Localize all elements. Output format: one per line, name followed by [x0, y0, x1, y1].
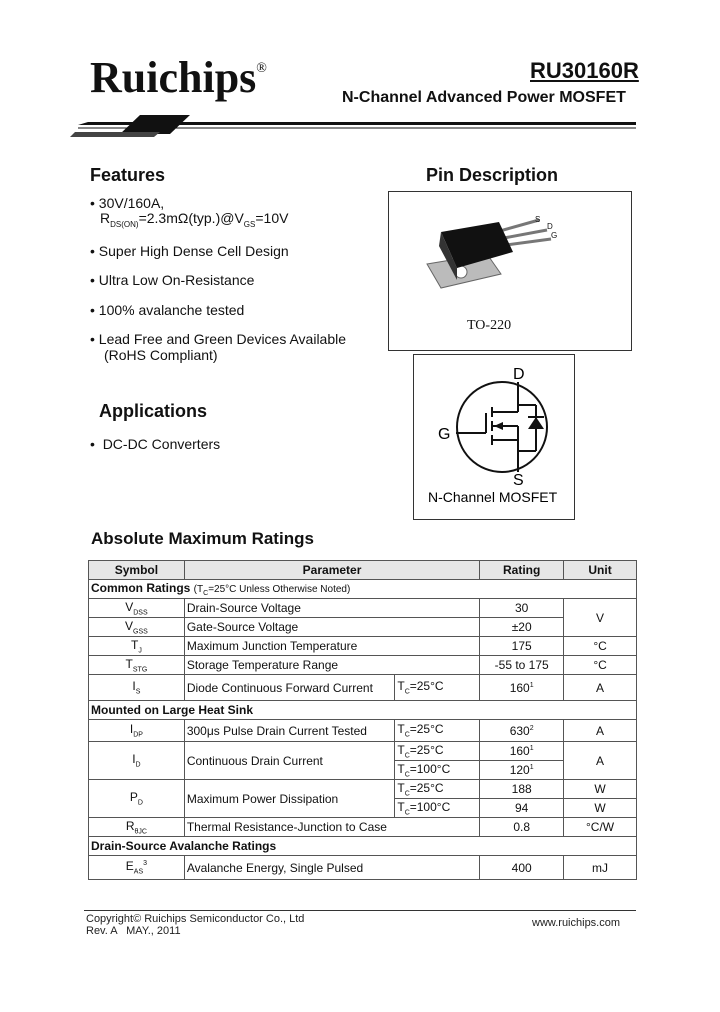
rating-rjc: 0.8	[480, 818, 564, 837]
rating-id-25: $160^1$	[480, 742, 564, 761]
unit-eas: mJ	[564, 856, 637, 880]
col-unit: Unit	[564, 561, 637, 580]
table-row	[89, 780, 637, 799]
table-row	[89, 618, 637, 637]
feature-item: • Ultra Low On-Resistance	[90, 272, 255, 289]
rating-pd-25: 188	[480, 780, 564, 799]
param-eas: Avalanche Energy, Single Pulsed	[184, 856, 479, 880]
col-rating: Rating	[480, 561, 564, 580]
cond-is: $T_C=25^\circ C$	[395, 675, 480, 701]
unit-rjc: °C/W	[564, 818, 637, 837]
symbol-caption: N-Channel MOSFET	[428, 489, 558, 505]
part-number: RU30160R	[530, 58, 639, 83]
symbol-eas: $E_{AS}^3$	[89, 856, 185, 880]
rating-vdss: 30	[480, 599, 564, 618]
param-is: Diode Continuous Forward Current	[184, 675, 395, 701]
table-row	[89, 599, 637, 618]
rating-id-100: $120^1$	[480, 761, 564, 780]
cond-id-100: $T_C=100^\circ C$	[395, 761, 480, 780]
footer-revision: Rev. A MAY., 2011	[86, 925, 181, 937]
rating-is: $160^1$	[480, 675, 564, 701]
cond-pd-100: $T_C=100^\circ C$	[395, 799, 480, 818]
section-common-label: Common Ratings ($T_C=25^\circ C$ Unless Otherwise Noted)	[89, 580, 637, 599]
features-list	[90, 196, 346, 363]
symbol-is: $I_S$	[89, 675, 185, 701]
table-row	[89, 656, 637, 675]
unit-pd-25: W	[564, 780, 637, 799]
package-box	[388, 191, 632, 351]
unit-idp: A	[564, 720, 637, 742]
unit-tj: °C	[564, 637, 637, 656]
symbol-vgss: $V_{GSS}$	[89, 618, 185, 637]
section-heatsink-label: Mounted on Large Heat Sink	[89, 701, 637, 720]
feature-item-rdson: $R_{DS(ON)}=2.3m\Omega(typ.)@V_{GS}=10V$	[100, 210, 289, 230]
feature-item: (RoHS Compliant)	[104, 346, 218, 363]
feature-item: • Super High Dense Cell Design	[90, 242, 289, 259]
to220-package-drawing	[389, 192, 631, 350]
divider-accent-base	[70, 132, 160, 137]
unit-id: A	[564, 742, 637, 780]
symbol-vdss: $V_{DSS}$	[89, 599, 185, 618]
footer-divider	[84, 910, 636, 911]
symbol-id: $I_D$	[89, 742, 185, 780]
rating-eas: 400	[480, 856, 564, 880]
footer-copyright: Copyright© Ruichips Semiconductor Co., Ltd	[86, 913, 305, 925]
unit-voltage: V	[564, 599, 637, 637]
rating-pd-100: 94	[480, 799, 564, 818]
param-vdss: Drain-Source Voltage	[184, 599, 479, 618]
cond-pd-25: $T_C=25^\circ C$	[395, 780, 480, 799]
brand-logo	[90, 53, 267, 102]
unit-is: A	[564, 675, 637, 701]
source-label: S	[513, 472, 524, 489]
table-row	[89, 742, 637, 761]
body-diode	[528, 417, 544, 429]
rating-tstg: -55 to 175	[480, 656, 564, 675]
gate-label: G	[438, 426, 451, 443]
ratings-table	[88, 560, 637, 880]
pin-label-g: G	[551, 231, 558, 240]
table-row	[89, 818, 637, 837]
section-row-heatsink	[89, 701, 637, 720]
section-avalanche-label: Drain-Source Avalanche Ratings	[89, 837, 637, 856]
footer-website[interactable]: www.ruichips.com	[532, 917, 621, 929]
section-row-common	[89, 580, 637, 599]
param-vgss: Gate-Source Voltage	[184, 618, 479, 637]
document-subtitle: N-Channel Advanced Power MOSFET	[342, 89, 626, 106]
table-header-row	[89, 561, 637, 580]
rating-vgss: ±20	[480, 618, 564, 637]
features-heading: Features	[90, 165, 166, 185]
ratings-heading: Absolute Maximum Ratings	[91, 529, 314, 548]
table-row	[89, 675, 637, 701]
param-tstg: Storage Temperature Range	[184, 656, 479, 675]
unit-pd-100: W	[564, 799, 637, 818]
table-row	[89, 637, 637, 656]
package-name: TO-220	[467, 318, 512, 333]
drain-label: D	[513, 366, 525, 383]
pin-label-s: S	[535, 215, 541, 224]
feature-item: • 30V/160A,	[90, 195, 165, 211]
col-parameter: Parameter	[184, 561, 479, 580]
symbol-pd: $P_D$	[89, 780, 185, 818]
unit-tstg: °C	[564, 656, 637, 675]
header-divider	[70, 112, 636, 138]
symbol-rjc: $R_{\theta JC}$	[89, 818, 185, 837]
param-tj: Maximum Junction Temperature	[184, 637, 479, 656]
pin-description-heading: Pin Description	[426, 165, 559, 185]
mosfet-schematic	[414, 355, 574, 519]
symbol-idp: $I_{DP}$	[89, 720, 185, 742]
param-id: Continuous Drain Current	[184, 742, 395, 780]
param-rjc: Thermal Resistance-Junction to Case	[184, 818, 479, 837]
channel-arrow	[494, 422, 503, 430]
symbol-tj: $T_J$	[89, 637, 185, 656]
applications-heading: Applications	[99, 401, 208, 421]
feature-item: • 100% avalanche tested	[90, 301, 245, 318]
mosfet-symbol-box	[413, 354, 575, 520]
table-row	[89, 856, 637, 880]
pin-label-d: D	[547, 222, 553, 231]
feature-item: • Lead Free and Green Devices Available	[90, 331, 347, 348]
rating-idp: $630^2$	[480, 720, 564, 742]
brand-name: Ruichips	[90, 53, 257, 102]
rating-tj: 175	[480, 637, 564, 656]
param-idp: 300μs Pulse Drain Current Tested	[184, 720, 395, 742]
cond-id-25: $T_C=25^\circ C$	[395, 742, 480, 761]
application-item: • DC-DC Converters	[90, 436, 221, 452]
cond-idp: $T_C=25^\circ C$	[395, 720, 480, 742]
col-symbol: Symbol	[89, 561, 185, 580]
registered-mark: ®	[256, 61, 267, 76]
divider-accent-stripe	[120, 115, 190, 134]
symbol-tstg: $T_{STG}$	[89, 656, 185, 675]
param-pd: Maximum Power Dissipation	[184, 780, 395, 818]
section-row-avalanche	[89, 837, 637, 856]
table-row	[89, 720, 637, 742]
